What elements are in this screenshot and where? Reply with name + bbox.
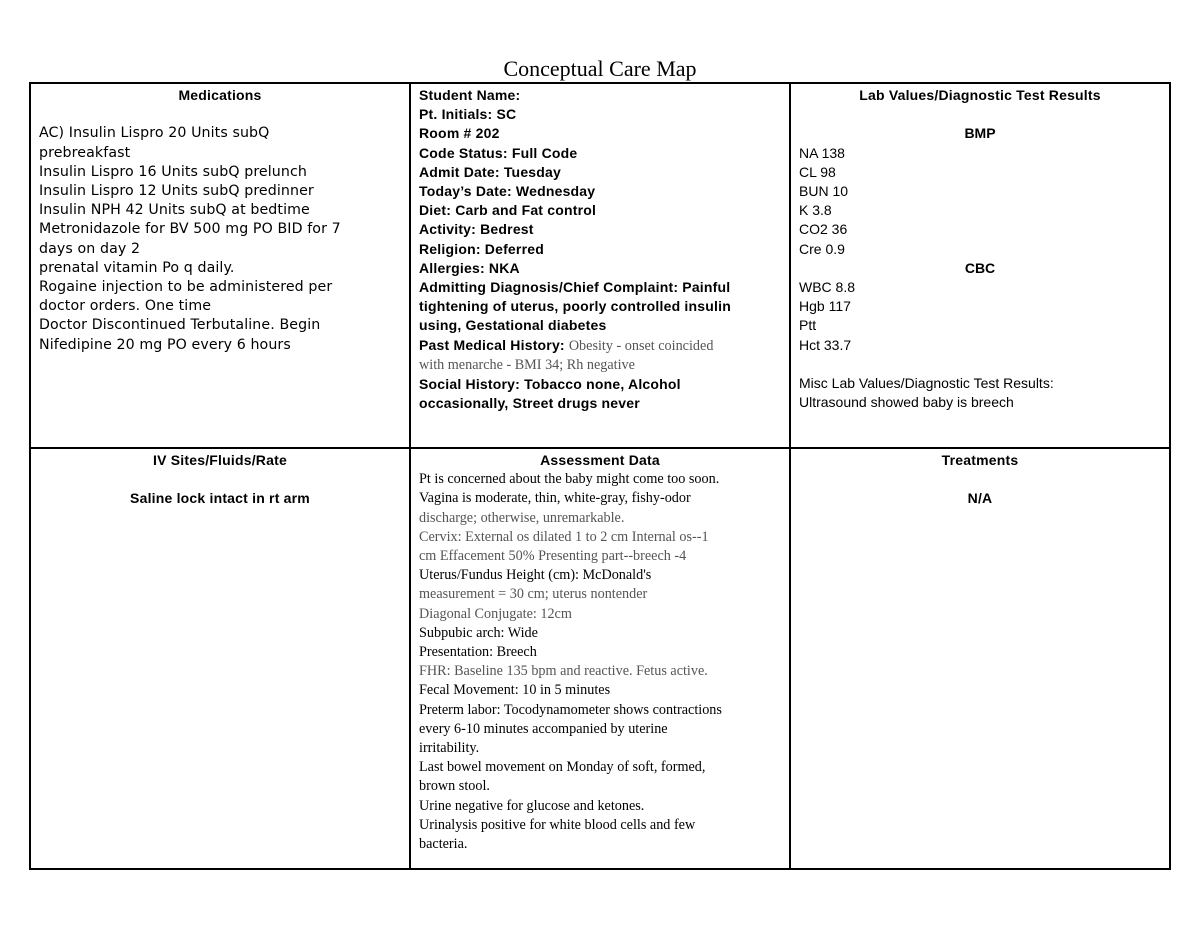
lab-value: Hgb 117 xyxy=(799,298,851,315)
treatments-value: N/A xyxy=(967,490,993,507)
assessment-line: Preterm labor: Tocodynamometer shows contractions xyxy=(419,701,722,718)
lab-value: Ptt xyxy=(799,317,817,334)
assessment-line: discharge; otherwise, unremarkable. xyxy=(419,509,625,526)
assessment-line: Diagonal Conjugate: 12cm xyxy=(419,605,572,622)
lab-value: BUN 10 xyxy=(799,183,849,199)
pmh-value: Obesity - onset coincided xyxy=(568,337,714,354)
patient-info-cell xyxy=(411,84,791,449)
assessment-line: measurement = 30 cm; uterus nontender xyxy=(419,586,648,603)
activity: Activity: Bedrest xyxy=(419,221,534,238)
bmp-title: BMP xyxy=(964,125,996,142)
medication-line: Insulin Lispro 12 Units subQ predinner xyxy=(39,183,314,199)
medications-cell xyxy=(31,84,411,449)
lab-value: Cre 0.9 xyxy=(799,240,845,257)
medication-line: Doctor Discontinued Terbutaline. Begin xyxy=(39,317,321,334)
diet: Diet: Carb and Fat control xyxy=(419,202,597,219)
lab-value: CL 98 xyxy=(799,163,836,180)
labs-header: Lab Values/Diagnostic Test Results xyxy=(859,87,1101,103)
assessment-line: Subpubic arch: Wide xyxy=(419,624,538,641)
medication-line: prenatal vitamin Po q daily. xyxy=(39,259,235,276)
assessment-line: Urine negative for glucose and ketones. xyxy=(419,797,645,814)
treatments-cell xyxy=(791,449,1169,868)
care-map-table xyxy=(29,82,1171,870)
admit-date: Admit Date: Tuesday xyxy=(419,163,562,180)
medication-line: prebreakfast xyxy=(39,144,131,161)
past-medical-history xyxy=(419,336,781,356)
patient-initials: Pt. Initials: SC xyxy=(419,106,517,123)
assessment-line: FHR: Baseline 135 bpm and reactive. Fetus active. xyxy=(419,663,708,680)
assessment-line: Pt is concerned about the baby might come too soon. xyxy=(419,471,720,488)
lab-value: K 3.8 xyxy=(799,202,832,219)
assessment-line: irritability. xyxy=(419,740,480,757)
room-number: Room # 202 xyxy=(419,125,500,142)
lab-value: NA 138 xyxy=(799,144,845,161)
medication-line: AC) Insulin Lispro 20 Units subQ xyxy=(39,125,270,142)
todays-date: Today’s Date: Wednesday xyxy=(419,183,596,200)
assessment-line: Presentation: Breech xyxy=(419,644,537,661)
medication-line: doctor orders. One time xyxy=(39,298,212,315)
assessment-line: Vagina is moderate, thin, white-gray, fishy-odor xyxy=(419,490,691,507)
admitting-diagnosis-line: Admitting Diagnosis/Chief Complaint: Painful xyxy=(419,279,731,296)
assessment-line: every 6-10 minutes accompanied by uterine xyxy=(419,720,668,737)
medication-line: Insulin NPH 42 Units subQ at bedtime xyxy=(39,202,310,219)
medication-line: Rogaine injection to be administered per xyxy=(39,279,333,296)
pmh-value-continued: with menarche - BMI 34; Rh negative xyxy=(419,356,635,373)
assessment-line: Last bowel movement on Monday of soft, formed, xyxy=(419,759,706,776)
code-status: Code Status: Full Code xyxy=(419,144,578,161)
assessment-cell xyxy=(411,449,791,868)
treatments-header: Treatments xyxy=(941,452,1019,468)
medication-line: Nifedipine 20 mg PO every 6 hours xyxy=(39,336,291,353)
assessment-line: Cervix: External os dilated 1 to 2 cm Internal os--1 xyxy=(419,528,709,545)
iv-value: Saline lock intact in rt arm xyxy=(130,490,310,507)
lab-value: Hct 33.7 xyxy=(799,336,852,353)
assessment-line: brown stool. xyxy=(419,778,490,795)
assessment-line: cm Effacement 50% Presenting part--breech -4 xyxy=(419,548,687,565)
assessment-line: Uterus/Fundus Height (cm): McDonald's xyxy=(419,567,652,584)
allergies: Allergies: NKA xyxy=(419,259,520,276)
iv-cell xyxy=(31,449,411,868)
admitting-diagnosis-line: using, Gestational diabetes xyxy=(419,317,607,334)
lab-value: CO2 36 xyxy=(799,221,848,238)
medication-line: Insulin Lispro 16 Units subQ prelunch xyxy=(39,163,307,180)
labs-cell xyxy=(791,84,1169,449)
religion: Religion: Deferred xyxy=(419,240,544,257)
assessment-lines xyxy=(419,470,781,854)
misc-lab-value: Ultrasound showed baby is breech xyxy=(799,394,1014,411)
assessment-header: Assessment Data xyxy=(540,452,660,468)
assessment-line: Urinalysis positive for white blood cells and few xyxy=(419,816,696,833)
misc-lab-label: Misc Lab Values/Diagnostic Test Results: xyxy=(799,375,1054,392)
assessment-line: Fecal Movement: 10 in 5 minutes xyxy=(419,682,611,699)
lab-value: WBC 8.8 xyxy=(799,279,856,296)
social-history-line: occasionally, Street drugs never xyxy=(419,395,640,412)
cbc-title: CBC xyxy=(964,259,996,276)
social-history-line: Social History: Tobacco none, Alcohol xyxy=(419,376,681,393)
iv-header: IV Sites/Fluids/Rate xyxy=(153,452,287,468)
admitting-diagnosis-line: tightening of uterus, poorly controlled insulin xyxy=(419,298,731,315)
medication-line: Metronidazole for BV 500 mg PO BID for 7 xyxy=(39,221,341,238)
assessment-line: bacteria. xyxy=(419,836,468,853)
medications-header: Medications xyxy=(178,87,262,103)
pmh-label: Past Medical History: xyxy=(419,336,565,353)
student-name: Student Name: xyxy=(419,87,521,103)
medication-line: days on day 2 xyxy=(39,240,141,257)
page-title: Conceptual Care Map xyxy=(503,56,697,81)
